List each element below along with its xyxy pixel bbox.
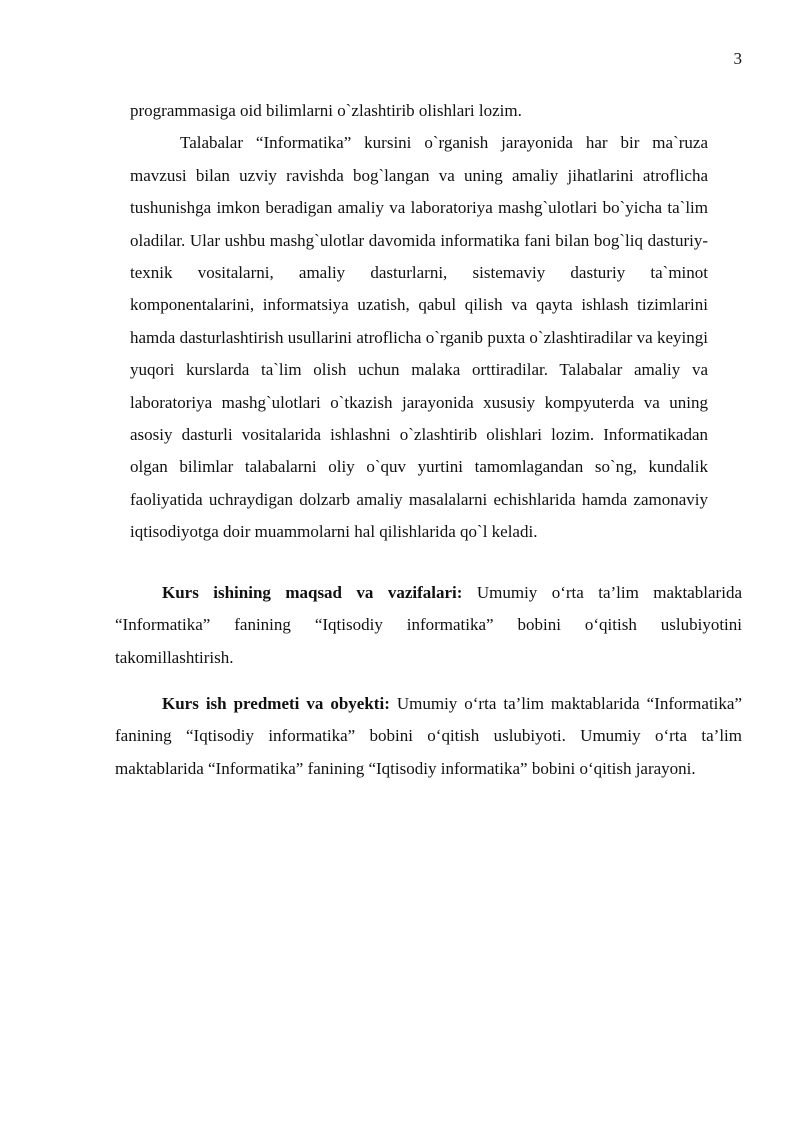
body-text-block [130,95,708,549]
aim-paragraph [115,577,742,674]
main-paragraph: Talabalar “Informatika” kursini o`rganish jarayonida har bir ma`ruza mavzusi bilan uzviy ravishda bog`langan va uning amaliy jihatlarini atroflicha tushunishga imkon beradigan amaliy va laboratoriya mashg`ulotlari bo`yicha ta`lim oladilar. Ular ushbu mashg`ulotlar davomida informatika fani bilan bog`liq dasturiy-texnik vositalarni, amaliy dasturlarni, sistemaviy dasturiy ta`minot komponentalarini, informatsiya uzatish, qabul qilish va qayta ishlash tizimlarini hamda dasturlashtirish usullarini atroflicha o`rganib puxta o`zlashtiradilar va keyingi yuqori kurslarda ta`lim olish uchun malaka orttiradilar. Talabalar amaliy va laboratoriya mashg`ulotlari o`tkazish jarayonida xususiy kompyuterda va uning asosiy dasturli vositalarida ishlashni o`zlashtirib olishlari lozim. Informatikadan olgan bilimlar talabalarni oliy o`quv yurtini tamomlagandan so`ng, kundalik faoliyatida uchraydigan dolzarb amaliy masalalarni echishlarida hamda zamonaviy iqtisodiyotga doir muammolarni hal qilishlarida qo`l keladi. [130,133,708,542]
subject-paragraph [115,688,742,785]
subject-section [115,688,742,785]
intro-fragment: programmasiga oid bilimlarni o`zlashtirib olishlari lozim. [130,101,522,120]
subject-text: Umumiy o‘rta ta’lim maktablarida “Informatika” fanining “Iqtisodiy informatika” bobini o‘qitish uslubiyoti. Umumiy o‘rta ta’lim maktablarida “Informatika” fanining “Iqtisodiy informatika” bobini o‘qitish jarayoni. [115,694,742,778]
page-number: 3 [733,49,742,68]
subject-heading: Kurs ish predmeti va obyekti: [162,694,390,713]
aim-heading: Kurs ishining maqsad va vazifalari: [162,583,463,602]
aim-text: Umumiy o‘rta ta’lim maktablarida “Informatika” fanining “Iqtisodiy informatika” bobini o‘qitish uslubiyotini takomillashtirish. [115,583,742,667]
aim-section [115,577,742,674]
